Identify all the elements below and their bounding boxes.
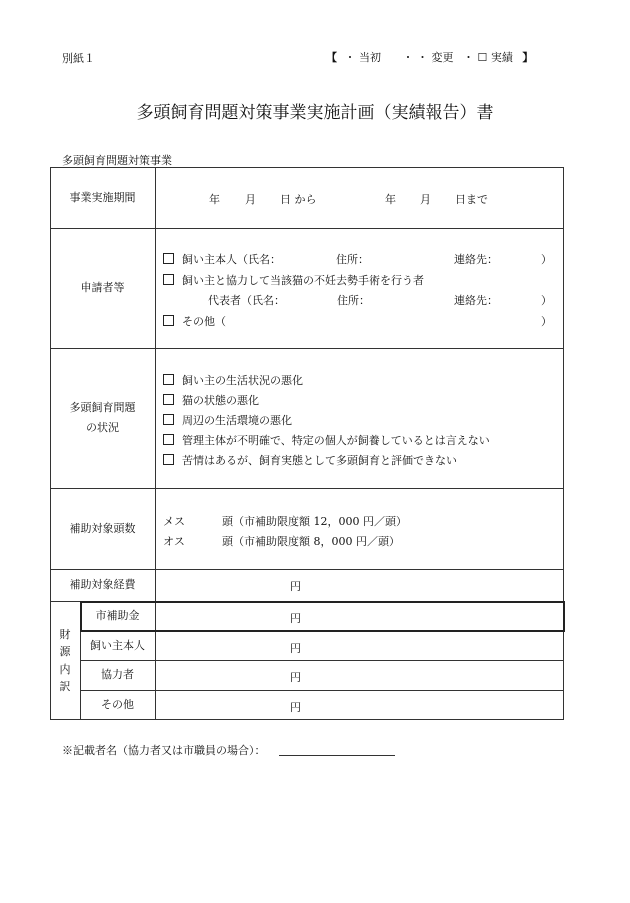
funding-other-label: その他 — [101, 698, 134, 712]
owner-contact-label: 連絡先： — [454, 253, 498, 266]
other-applicant-close-paren: ） — [541, 315, 552, 328]
heads-label: 補助対象頭数 — [69, 521, 136, 535]
owner-close-paren: ） — [541, 253, 552, 266]
period-from-month[interactable]: 月 — [245, 193, 256, 206]
funding-cooperator-label: 協力者 — [101, 668, 134, 682]
representative-address-label: 住所： — [337, 294, 370, 307]
status-option-actual[interactable]: ・ ☐ 実績 — [463, 51, 513, 64]
cost-unit[interactable]: 円 — [290, 580, 301, 593]
situation-checkbox[interactable] — [163, 414, 174, 425]
situation-checkbox[interactable] — [163, 374, 174, 385]
female-heads-field[interactable]: 頭（市補助限度額 12，000 円／頭） — [222, 515, 407, 528]
cooperator-checkbox[interactable] — [163, 274, 174, 285]
situation-item-label: 苦情はあるが、飼育実態として多頭飼育と評価できない — [182, 454, 457, 467]
period-from-day[interactable]: 日 から — [280, 193, 317, 206]
funding-side-char: 内 — [59, 662, 71, 676]
situation-item-label: 周辺の生活環境の悪化 — [182, 414, 292, 427]
situation-item — [163, 392, 259, 408]
situation-item — [163, 412, 292, 428]
bracket-open: 【 — [326, 51, 337, 64]
applicant-other-row — [163, 313, 226, 329]
cooperator-label: 飼い主と協力して当該猫の不妊去勢手術を行う者 — [182, 274, 424, 287]
male-heads-field[interactable]: 頭（市補助限度額 8，000 円／頭） — [222, 535, 400, 548]
representative-close-paren: ） — [541, 294, 552, 307]
owner-address-label: 住所： — [336, 253, 369, 266]
situation-item-label: 飼い主の生活状況の悪化 — [182, 374, 303, 387]
situation-item — [163, 432, 490, 448]
situation-item — [163, 372, 303, 388]
situation-label-line1: 多頭飼育問題 — [69, 401, 136, 415]
column-divider — [155, 167, 156, 720]
funding-side-char: 訳 — [59, 679, 71, 693]
recorder-signature-line[interactable] — [279, 755, 395, 756]
period-to-day[interactable]: 日まで — [455, 193, 488, 206]
owner-checkbox[interactable] — [163, 253, 174, 264]
situation-label-line2: の状況 — [86, 421, 119, 434]
representative-contact-label: 連絡先： — [454, 294, 498, 307]
period-to-month[interactable]: 月 — [420, 193, 431, 206]
applicant-owner-row — [163, 251, 281, 267]
other-applicant-label: その他（ — [182, 315, 226, 328]
owner-name-label: 飼い主本人（氏名： — [182, 253, 281, 266]
situation-checkbox[interactable] — [163, 434, 174, 445]
status-option-initial[interactable]: ・ 当初 — [344, 51, 381, 64]
representative-name-label: 代表者（氏名： — [208, 294, 285, 307]
period-to-year[interactable]: 年 — [385, 193, 396, 206]
funding-side-char: 源 — [59, 645, 71, 659]
funding-city-unit[interactable]: 円 — [290, 612, 301, 625]
situation-item-label: 管理主体が不明確で、特定の個人が飼養しているとは言えない — [182, 434, 490, 447]
situation-item — [163, 452, 457, 468]
funding-side-label — [50, 601, 80, 720]
other-applicant-checkbox[interactable] — [163, 315, 174, 326]
recorder-label: ※記載者名（協力者又は市職員の場合）： — [62, 744, 266, 757]
funding-cooperator-unit[interactable]: 円 — [290, 671, 301, 684]
funding-other-unit[interactable]: 円 — [290, 701, 301, 714]
female-sex-label: メス — [163, 515, 185, 528]
period-label: 事業実施期間 — [69, 190, 136, 204]
period-from-year[interactable]: 年 — [209, 193, 220, 206]
situation-checkbox[interactable] — [163, 454, 174, 465]
funding-side-char: 財 — [59, 628, 71, 642]
project-name-label: 多頭飼育問題対策事業 — [62, 154, 172, 167]
situation-checkbox[interactable] — [163, 394, 174, 405]
attachment-label: 別紙１ — [62, 52, 95, 65]
cost-label: 補助対象経費 — [69, 578, 136, 592]
situation-item-label: 猫の状態の悪化 — [182, 394, 259, 407]
funding-city-label: 市補助金 — [95, 609, 140, 623]
page-title: 多頭飼育問題対策事業実施計画（実績報告）書 — [136, 103, 494, 123]
male-sex-label: オス — [163, 535, 185, 548]
status-option-change[interactable]: ・ ・ 変更 — [402, 51, 454, 64]
funding-owner-unit[interactable]: 円 — [290, 642, 301, 655]
applicant-label: 申請者等 — [80, 281, 125, 295]
bracket-close: 】 — [522, 51, 534, 64]
applicant-cooperator-row — [163, 272, 424, 288]
situation-label — [50, 348, 155, 488]
report-status — [326, 49, 533, 65]
funding-owner-label: 飼い主本人 — [90, 638, 145, 652]
